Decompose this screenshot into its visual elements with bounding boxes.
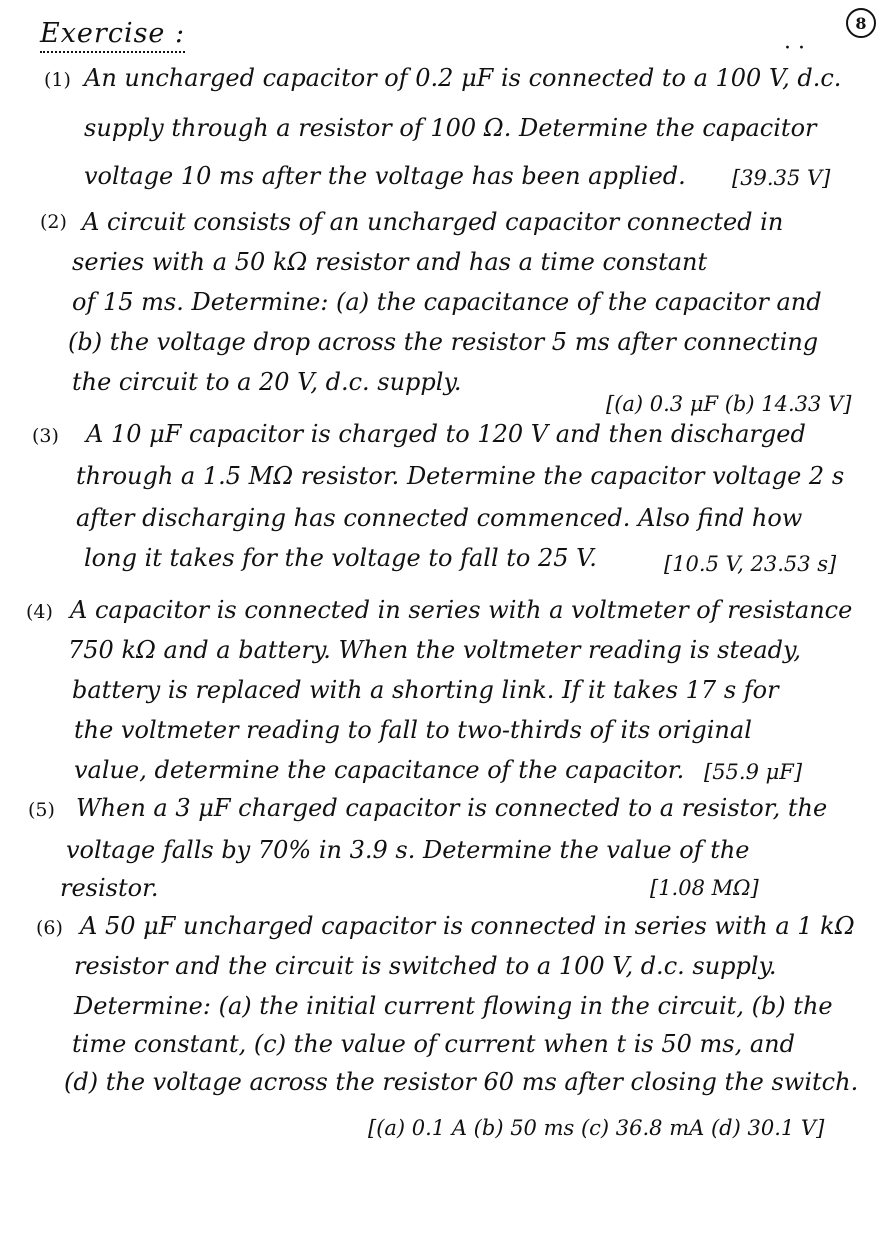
exercise-line: through a 1.5 MΩ resistor. Determine the capacitor voltage 2 s (76, 462, 845, 490)
exercise-line: A circuit consists of an uncharged capacitor connected in (82, 208, 784, 236)
page-heading: Exercise : (40, 18, 185, 53)
exercise-answer: [1.08 MΩ] (650, 876, 759, 900)
exercise-line: 750 kΩ and a battery. When the voltmeter reading is steady, (68, 636, 801, 664)
exercise-line: of 15 ms. Determine: (a) the capacitance of the capacitor and (72, 288, 822, 316)
exercise-line: supply through a resistor of 100 Ω. Determine the capacitor (84, 114, 817, 142)
exercise-line: voltage 10 ms after the voltage has been applied. (84, 162, 686, 190)
exercise-line: A capacitor is connected in series with a voltmeter of resistance (70, 596, 853, 624)
exercise-line: time constant, (c) the value of current when t is 50 ms, and (72, 1030, 795, 1058)
exercise-answer: [39.35 V] (732, 166, 831, 190)
exercise-line: A 50 μF uncharged capacitor is connected in series with a 1 kΩ (80, 912, 855, 940)
exercise-number: (1) (44, 69, 71, 91)
exercise-line: (d) the voltage across the resistor 60 ms after closing the switch. (64, 1068, 859, 1096)
exercise-line: A 10 μF capacitor is charged to 120 V and then discharged (86, 420, 806, 448)
exercise-line: long it takes for the voltage to fall to 25 V. (84, 544, 597, 572)
exercise-line: battery is replaced with a shorting link. If it takes 17 s for (72, 676, 779, 704)
exercise-line: Determine: (a) the initial current flowing in the circuit, (b) the (74, 992, 833, 1020)
exercise-answer: [10.5 V, 23.53 s] (664, 552, 837, 576)
exercise-line: voltage falls by 70% in 3.9 s. Determine the value of the (66, 836, 750, 864)
exercise-line: the circuit to a 20 V, d.c. supply. (72, 368, 462, 396)
exercise-number: (3) (32, 425, 59, 447)
exercise-number: (4) (26, 601, 53, 623)
exercise-line: resistor. (60, 874, 159, 902)
exercise-answer: [(a) 0.3 μF (b) 14.33 V] (606, 392, 852, 416)
exercise-line: after discharging has connected commenced. Also find how (76, 504, 803, 532)
exercise-line: value, determine the capacitance of the capacitor. (74, 756, 685, 784)
exercise-line: the voltmeter reading to fall to two-thirds of its original (74, 716, 752, 744)
exercise-answer: [(a) 0.1 A (b) 50 ms (c) 36.8 mA (d) 30.1 V] (368, 1116, 825, 1140)
exercise-line: (b) the voltage drop across the resistor 5 ms after connecting (68, 328, 819, 356)
exercise-answer: [55.9 μF] (704, 760, 803, 784)
exercise-line: An uncharged capacitor of 0.2 μF is connected to a 100 V, d.c. (84, 64, 842, 92)
exercise-number: (5) (28, 799, 55, 821)
exercise-line: resistor and the circuit is switched to a 100 V, d.c. supply. (74, 952, 777, 980)
page-number-badge: 8 (846, 8, 876, 38)
exercise-line: series with a 50 kΩ resistor and has a time constant (72, 248, 708, 276)
ink-dots: · · (784, 36, 805, 61)
exercise-number: (2) (40, 211, 67, 233)
exercise-number: (6) (36, 917, 63, 939)
exercise-line: When a 3 μF charged capacitor is connected to a resistor, the (76, 794, 828, 822)
